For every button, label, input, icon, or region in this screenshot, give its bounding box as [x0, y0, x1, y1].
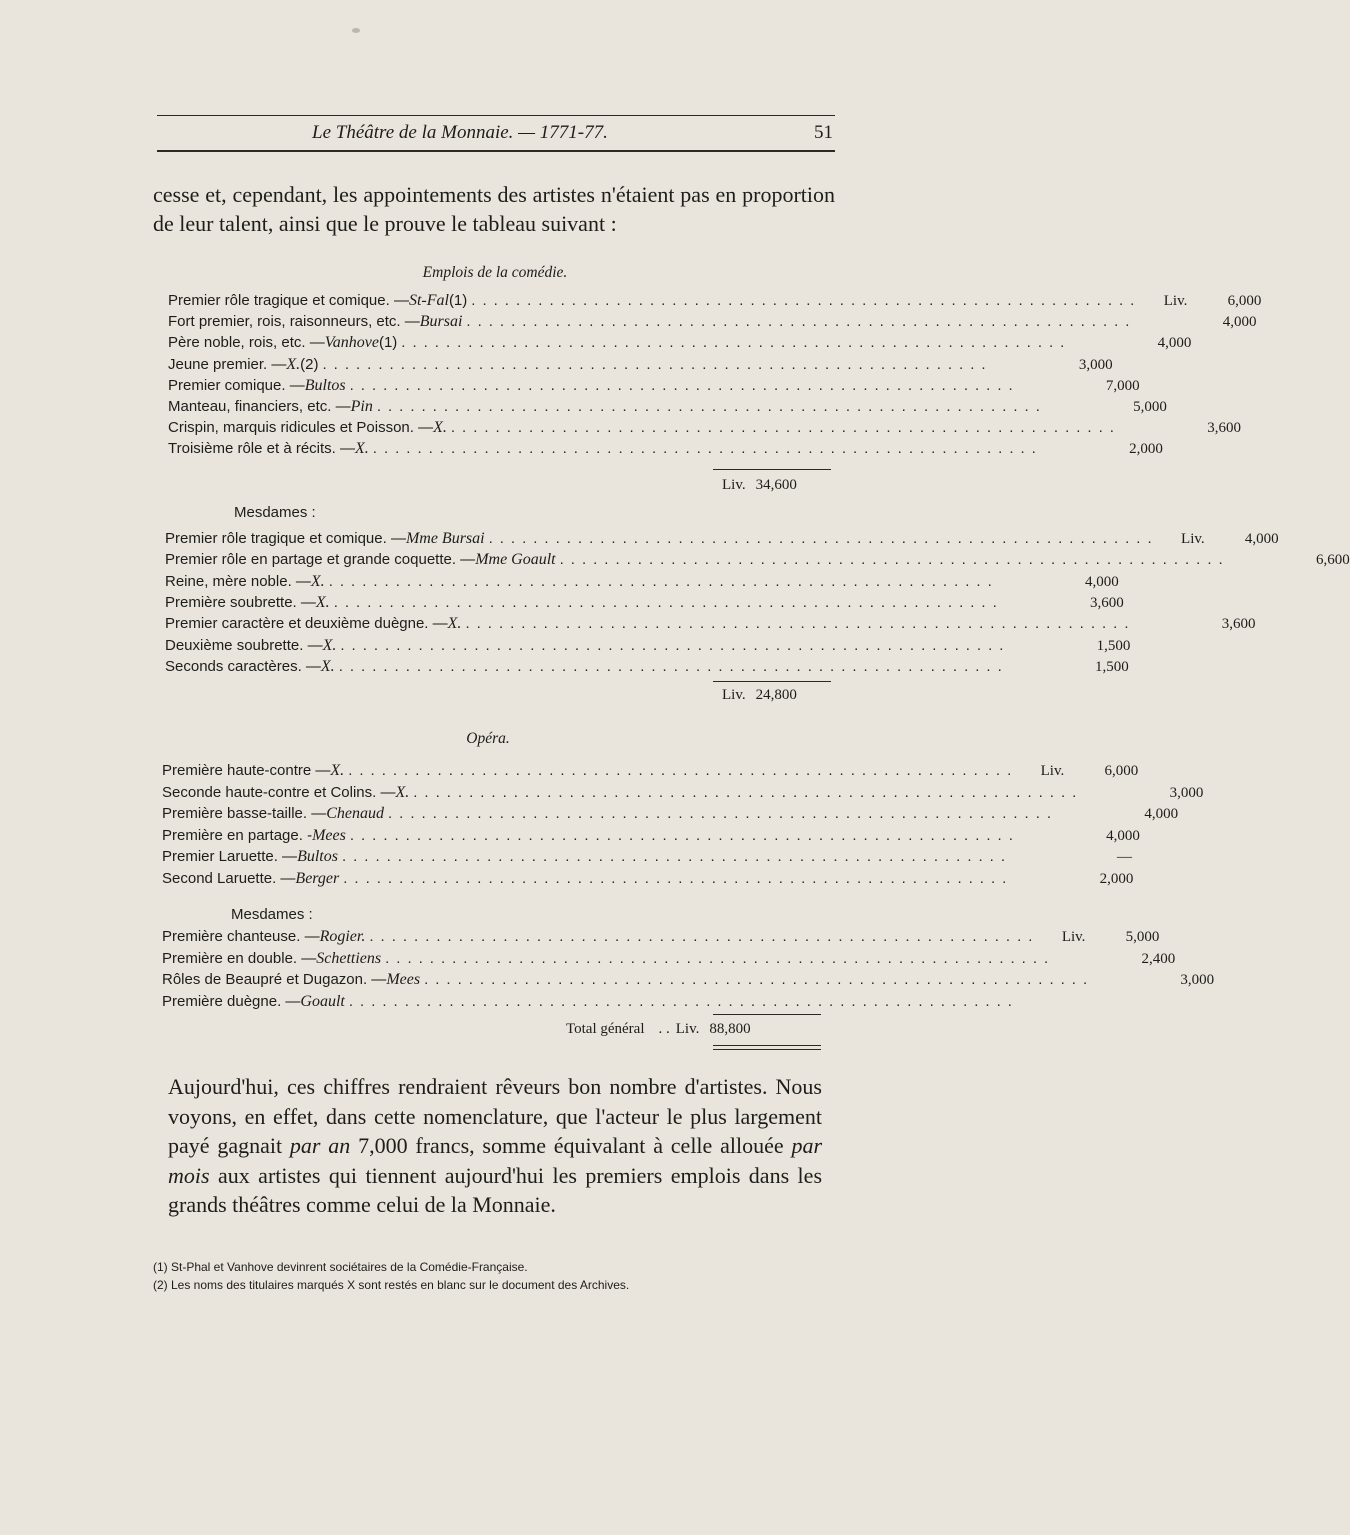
salary-amount: 3,600 — [1207, 420, 1241, 437]
dot-leader: ............................................................ — [338, 657, 1009, 675]
closing-text-3: aux artistes qui tiennent aujourd'hui les premiers emplois dans les grands théâtres comme celui de la Monnaie. — [168, 1162, 822, 1217]
salary-amount: 2,400 — [1141, 950, 1176, 967]
section-title-opera: Opéra. — [466, 730, 510, 747]
footnote-ref: (2) — [300, 355, 319, 373]
artist-name: X. — [320, 657, 335, 675]
dot-leader: ............................................................ — [413, 783, 1084, 801]
footnote-1: (1) St-Phal et Vanhove devinrent sociétaires de la Comédie-Française. — [153, 1260, 528, 1274]
closing-emphasis-1: par an — [289, 1133, 351, 1158]
dot-leader: ............................................................ — [559, 551, 1230, 569]
role-label: Jeune premier. — — [168, 355, 287, 373]
dot-leader: ............................................................ — [372, 440, 1043, 458]
dot-leader: ............................................................ — [322, 355, 993, 373]
total-liv: Liv. — [675, 1021, 700, 1037]
dot-leader: ............................................................ — [343, 869, 1014, 887]
total-leader: . . — [658, 1021, 670, 1037]
dot-leader: ............................................................ — [424, 971, 1095, 988]
salary-row — [162, 928, 1160, 949]
salary-amount: 4,000 — [1244, 531, 1279, 547]
intro-paragraph: cesse et, cependant, les appointements des artistes n'étaient pas en proportion de leur talent, ainsi que le prouve le tableau suivant : — [153, 182, 835, 236]
dot-leader: ............................................................ — [348, 992, 1019, 1010]
salary-amount: 2,000 — [1099, 870, 1134, 887]
dot-leader: ............................................................ — [488, 530, 1159, 547]
artist-name: X. — [395, 783, 410, 801]
artist-name: Mees — [386, 971, 421, 988]
header-rule-top — [157, 115, 835, 116]
salary-amount: 3,600 — [1221, 616, 1256, 633]
dot-leader: ............................................................ — [471, 292, 1142, 309]
role-label: Seconde haute-contre et Colins. — — [162, 783, 396, 801]
salary-row — [168, 334, 1192, 355]
salary-row — [162, 869, 1134, 891]
salary-row — [168, 376, 1140, 398]
footnote-ref: (1) — [448, 292, 468, 309]
role-label: Second Laruette. — — [162, 869, 296, 887]
artist-name: X. — [355, 440, 369, 458]
section-title-comedie: Emplois de la comédie. — [422, 264, 568, 281]
dot-leader: ............................................................ — [328, 572, 999, 590]
subtotal-hommes — [722, 477, 797, 494]
role-label: Première chanteuse. — — [162, 928, 320, 945]
artist-name: Bultos — [304, 376, 346, 394]
salary-row — [162, 992, 1019, 1014]
closing-text-2: 7,000 francs, somme équivalant à celle allouée — [350, 1133, 792, 1158]
salary-row — [168, 440, 1163, 461]
artist-name: Mees — [312, 826, 346, 844]
currency-label: Liv. — [1040, 763, 1065, 779]
currency-label: Liv. — [1061, 929, 1086, 945]
salary-amount: 4,000 — [1144, 806, 1179, 822]
role-label: Première haute-contre — — [162, 762, 331, 779]
salary-amount: 3,000 — [1078, 356, 1113, 373]
dot-leader: ............................................................ — [388, 805, 1059, 822]
salary-amount: 7,000 — [1105, 377, 1140, 394]
subtotal-amount: 24,800 — [755, 687, 797, 703]
subtotal-rule — [713, 469, 831, 470]
subtotal-liv: Liv. — [722, 477, 746, 493]
artist-name: X. — [310, 572, 325, 590]
role-label: Premier Laruette. — — [162, 848, 298, 865]
dot-leader: ............................................................ — [348, 762, 1019, 779]
page-smudge — [352, 28, 360, 33]
salary-row — [165, 551, 1350, 572]
artist-name: X. — [286, 355, 301, 373]
total-amount: 88,800 — [709, 1021, 751, 1037]
artist-name: Goault — [300, 992, 345, 1010]
total-rule — [713, 1014, 821, 1015]
dot-leader: ............................................................ — [340, 636, 1011, 654]
role-label: Première en double. — — [162, 949, 317, 967]
total-double-rule — [713, 1049, 821, 1050]
page-number: 51 — [814, 122, 833, 143]
salary-row — [165, 593, 1124, 615]
salary-row — [165, 636, 1131, 658]
dot-leader: ............................................................ — [349, 376, 1020, 394]
salary-row — [162, 762, 1139, 783]
artist-name: Vanhove — [324, 334, 379, 352]
salary-amount: 3,000 — [1169, 784, 1204, 801]
subtotal-liv: Liv. — [722, 687, 746, 703]
salary-row — [162, 848, 1133, 869]
dot-leader: ............................................................ — [466, 313, 1137, 331]
role-label: Fort premier, rois, raisonneurs, etc. — — [168, 313, 420, 331]
salary-amount: 1,500 — [1095, 658, 1129, 675]
artist-name: X. — [330, 762, 345, 779]
salary-amount: 5,000 — [1133, 399, 1167, 415]
salary-amount: 4,000 — [1222, 314, 1257, 331]
dot-leader: ............................................................ — [401, 334, 1072, 352]
salary-amount: 6,000 — [1227, 293, 1262, 309]
role-label: Manteau, financiers, etc. — — [168, 398, 351, 415]
artist-name: Mme Bursai — [405, 530, 485, 547]
artist-name: X. — [315, 593, 330, 611]
role-label: Première duègne. — — [162, 992, 301, 1010]
total-double-rule — [713, 1045, 821, 1046]
role-label: Premier comique. — — [168, 376, 305, 394]
dot-leader: ............................................................ — [385, 949, 1056, 967]
artist-name: Schettiens — [316, 949, 382, 967]
artist-name: Chenaud — [326, 805, 385, 822]
role-label: Deuxième soubrette. — — [165, 636, 323, 654]
grand-total — [566, 1021, 751, 1038]
salary-row — [168, 292, 1262, 313]
subtotal-amount: 34,600 — [755, 477, 797, 493]
role-label: Premier rôle en partage et grande coquette. — — [165, 551, 476, 569]
dot-leader: ............................................................ — [349, 826, 1020, 844]
salary-amount: 6,000 — [1104, 763, 1139, 779]
role-label: Rôles de Beaupré et Dugazon. — — [162, 971, 387, 988]
salary-row — [168, 355, 1113, 377]
salary-amount: 1,500 — [1096, 637, 1131, 654]
salary-row — [168, 398, 1167, 419]
salary-row — [162, 971, 1215, 992]
salary-row — [162, 826, 1140, 848]
salary-amount: 6,600 — [1315, 552, 1350, 569]
artist-name: Rogier. — [319, 928, 366, 945]
dot-leader: ............................................................ — [376, 398, 1047, 415]
role-label: Première soubrette. — — [165, 593, 316, 611]
artist-name: X. — [433, 419, 447, 437]
dot-leader: ............................................................ — [341, 848, 1013, 865]
currency-label: Liv. — [1181, 531, 1205, 547]
artist-name: Pin — [350, 398, 373, 415]
salary-row — [168, 313, 1257, 334]
closing-emphasis-2: par mois — [168, 1133, 823, 1188]
mesdames-heading: Mesdames : — [231, 906, 313, 923]
salary-amount: 5,000 — [1125, 929, 1160, 945]
total-label: Total général — [566, 1021, 645, 1037]
role-label: Premier caractère et deuxième duègne. — — [165, 615, 448, 633]
role-label: Première basse-taille. — — [162, 805, 327, 822]
artist-name: Bursai — [419, 313, 463, 331]
currency-label: Liv. — [1163, 293, 1188, 309]
footnote-ref: (1) — [378, 334, 398, 352]
artist-name: X. — [322, 636, 337, 654]
mesdames-heading: Mesdames : — [234, 504, 316, 521]
salary-row — [165, 530, 1279, 551]
salary-amount: 4,000 — [1157, 335, 1192, 352]
salary-row — [162, 805, 1179, 826]
salary-row — [165, 657, 1129, 679]
salary-amount: 3,600 — [1090, 594, 1124, 611]
artist-name: Bultos — [297, 848, 338, 865]
dot-leader: ............................................................ — [333, 593, 1004, 611]
artist-name: Mme Goault — [475, 551, 556, 569]
artist-name: X. — [447, 615, 462, 633]
header-rule-bottom — [157, 150, 835, 152]
salary-row — [162, 783, 1204, 805]
role-label: Père noble, rois, etc. — — [168, 334, 325, 352]
salary-amount: — — [1117, 849, 1133, 865]
subtotal-dames — [722, 687, 797, 704]
role-label: Premier rôle tragique et comique. — — [168, 292, 409, 309]
artist-name: St-Fal — [408, 292, 449, 309]
running-header — [157, 122, 835, 152]
salary-amount: 4,000 — [1106, 827, 1140, 844]
salary-amount: 4,000 — [1085, 573, 1119, 590]
dot-leader: ............................................................ — [450, 419, 1121, 437]
role-label: Crispin, marquis ridicules et Poisson. — — [168, 419, 434, 437]
role-label: Premier rôle tragique et comique. — — [165, 530, 406, 547]
running-title: Le Théâtre de la Monnaie. — 1771-77. — [312, 122, 608, 143]
dot-leader: ............................................................ — [369, 928, 1040, 945]
role-label: Troisième rôle et à récits. — — [168, 440, 355, 458]
subtotal-rule — [713, 681, 831, 682]
dot-leader: ............................................................ — [465, 615, 1136, 633]
salary-row — [168, 419, 1241, 440]
salary-amount: 2,000 — [1129, 441, 1163, 458]
salary-row — [162, 949, 1176, 971]
role-label: Seconds caractères. — — [165, 657, 321, 675]
salary-row — [165, 615, 1256, 636]
salary-amount: 3,000 — [1180, 972, 1215, 988]
closing-text-1: Aujourd'hui, ces chiffres rendraient rêveurs bon nombre d'artistes. Nous voyons, en effet, dans cette nomenclature, que l'acteur le plus largement payé gagnait — [168, 1074, 822, 1158]
role-label: Première en partage. - — [162, 826, 313, 844]
closing-paragraph — [168, 1072, 822, 1220]
salary-row — [165, 572, 1119, 594]
artist-name: Berger — [295, 869, 340, 887]
role-label: Reine, mère noble. — — [165, 572, 311, 590]
footnote-2: (2) Les noms des titulaires marqués X sont restés en blanc sur le document des Archives. — [153, 1278, 630, 1292]
